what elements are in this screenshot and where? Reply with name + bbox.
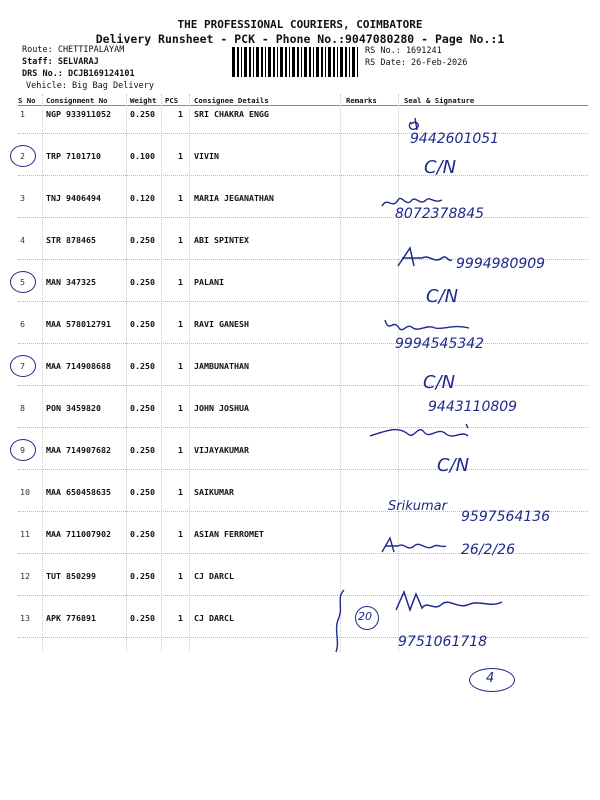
row-consignment-number: MAA 650458635 xyxy=(46,487,111,497)
handwritten-phone: 9597564136 xyxy=(461,509,551,525)
drs-label: DRS No.: DCJB169124101 xyxy=(22,69,135,79)
barcode-bar xyxy=(337,47,338,77)
row-serial-number: 6 xyxy=(20,319,25,329)
handwritten-cn: C/N xyxy=(426,286,459,307)
row-pieces: 1 xyxy=(178,361,183,371)
row-pieces: 1 xyxy=(178,487,183,497)
row-pieces: 1 xyxy=(178,151,183,161)
row-consignee: CJ DARCL xyxy=(194,571,234,581)
col-sno: S No xyxy=(18,96,36,105)
row-weight: 0.250 xyxy=(130,571,155,581)
row-separator xyxy=(18,343,588,344)
row-separator xyxy=(18,133,588,134)
signature-scribble xyxy=(380,536,450,558)
signature-scribble xyxy=(394,244,454,272)
barcode-bar xyxy=(325,47,326,77)
row-consignment-number: MAA 578012791 xyxy=(46,319,111,329)
row-separator xyxy=(18,427,588,428)
runsheet-subtitle: Delivery Runsheet - PCK - Phone No.:9047080280 - Page No.:1 xyxy=(95,32,505,46)
rs-number: RS No.: 1691241 xyxy=(365,46,442,56)
row-separator xyxy=(18,217,588,218)
barcode-bar xyxy=(345,47,347,77)
barcode-bar xyxy=(268,47,271,77)
handwritten-page-count: 4 xyxy=(486,671,495,686)
signature-scribble xyxy=(383,316,473,336)
row-weight: 0.250 xyxy=(130,109,155,119)
barcode-bar xyxy=(280,47,283,77)
barcode-bar xyxy=(289,47,290,77)
col-pcs: PCS xyxy=(165,96,179,105)
barcode-bar xyxy=(237,47,239,77)
row-weight: 0.250 xyxy=(130,319,155,329)
row-separator xyxy=(18,385,588,386)
barcode-bar xyxy=(249,47,251,77)
col-divider xyxy=(42,94,43,652)
col-consignee: Consignee Details xyxy=(194,96,269,105)
row-serial-number: 12 xyxy=(20,571,30,581)
row-consignment-number: TRP 7101710 xyxy=(46,151,101,161)
row-serial-number: 1 xyxy=(20,109,25,119)
row-consignee: VIJAYAKUMAR xyxy=(194,445,249,455)
barcode-image xyxy=(232,47,358,77)
barcode-bar xyxy=(265,47,266,77)
barcode-bar xyxy=(349,47,350,77)
vehicle-label: Vehicle: Big Bag Delivery xyxy=(26,81,154,91)
barcode-bar xyxy=(309,47,311,77)
row-separator xyxy=(18,175,588,176)
barcode-bar xyxy=(261,47,263,77)
barcode-bar xyxy=(357,47,358,77)
col-weight: Weight xyxy=(130,96,157,105)
barcode-bar xyxy=(253,47,254,77)
serial-circle-mark xyxy=(10,271,36,293)
handwritten-seal-number: 20 xyxy=(358,610,372,623)
barcode-bar xyxy=(277,47,278,77)
handwritten-cn: C/N xyxy=(423,372,456,393)
col-divider xyxy=(398,94,399,652)
row-serial-number: 13 xyxy=(20,613,30,623)
col-divider xyxy=(189,94,190,652)
row-weight: 0.120 xyxy=(130,193,155,203)
row-pieces: 1 xyxy=(178,109,183,119)
row-weight: 0.250 xyxy=(130,403,155,413)
barcode-bar xyxy=(333,47,335,77)
barcode-bar xyxy=(256,47,259,77)
row-serial-number: 7 xyxy=(20,361,25,371)
row-weight: 0.250 xyxy=(130,487,155,497)
handwritten-phone: 9443110809 xyxy=(428,399,518,415)
row-consignee: RAVI GANESH xyxy=(194,319,249,329)
barcode-bar xyxy=(292,47,295,77)
row-serial-number: 4 xyxy=(20,235,25,245)
handwritten-phone: 9994545342 xyxy=(395,336,485,352)
barcode-bar xyxy=(285,47,287,77)
row-consignee: ABI SPINTEX xyxy=(194,235,249,245)
row-consignment-number: TUT 850299 xyxy=(46,571,96,581)
route-label: Route: CHETTIPALAYAM xyxy=(22,45,125,55)
col-divider xyxy=(161,94,162,652)
barcode-bar xyxy=(328,47,331,77)
col-consignment: Consignment No xyxy=(46,96,108,105)
row-consignee: MARIA JEGANATHAN xyxy=(194,193,274,203)
company-title: THE PROFESSIONAL COURIERS, COIMBATORE xyxy=(177,18,423,31)
row-consignment-number: TNJ 9406494 xyxy=(46,193,101,203)
row-weight: 0.250 xyxy=(130,277,155,287)
row-pieces: 1 xyxy=(178,403,183,413)
row-pieces: 1 xyxy=(178,571,183,581)
row-consignee: ASIAN FERROMET xyxy=(194,529,264,539)
row-pieces: 1 xyxy=(178,319,183,329)
barcode-bar xyxy=(340,47,343,77)
row-pieces: 1 xyxy=(178,529,183,539)
row-pieces: 1 xyxy=(178,445,183,455)
row-pieces: 1 xyxy=(178,613,183,623)
barcode-bar xyxy=(273,47,275,77)
serial-circle-mark xyxy=(10,145,36,167)
barcode-bar xyxy=(244,47,247,77)
row-consignee: VIVIN xyxy=(194,151,219,161)
barcode-bar xyxy=(301,47,302,77)
barcode-bar xyxy=(304,47,307,77)
row-pieces: 1 xyxy=(178,235,183,245)
row-consignment-number: MAA 714907682 xyxy=(46,445,111,455)
row-consignment-number: MAA 711007902 xyxy=(46,529,111,539)
handwritten-name: Srikumar xyxy=(388,499,447,514)
col-remarks: Remarks xyxy=(346,96,377,105)
barcode-bar xyxy=(232,47,235,77)
row-weight: 0.100 xyxy=(130,151,155,161)
barcode-bar xyxy=(241,47,242,77)
row-pieces: 1 xyxy=(178,277,183,287)
serial-circle-mark xyxy=(10,355,36,377)
col-divider xyxy=(126,94,127,652)
handwritten-date: 26/2/26 xyxy=(461,542,515,558)
row-serial-number: 10 xyxy=(20,487,30,497)
row-serial-number: 8 xyxy=(20,403,25,413)
barcode-bar xyxy=(316,47,319,77)
col-divider xyxy=(340,94,341,652)
row-serial-number: 11 xyxy=(20,529,30,539)
row-consignee: PALANI xyxy=(194,277,224,287)
signature-scribble xyxy=(368,420,478,444)
row-consignment-number: APK 776891 xyxy=(46,613,96,623)
handwritten-phone: 9994980909 xyxy=(456,256,546,272)
col-seal-signature: Seal & Signature xyxy=(404,96,475,105)
row-separator xyxy=(18,469,588,470)
row-weight: 0.250 xyxy=(130,613,155,623)
row-consignee: CJ DARCL xyxy=(194,613,234,623)
row-weight: 0.250 xyxy=(130,445,155,455)
row-consignment-number: PON 3459820 xyxy=(46,403,101,413)
row-weight: 0.250 xyxy=(130,361,155,371)
rs-date: RS Date: 26-Feb-2026 xyxy=(365,58,468,68)
row-serial-number: 5 xyxy=(20,277,25,287)
handwritten-phone: 9751061718 xyxy=(398,634,488,650)
barcode-bar xyxy=(313,47,314,77)
row-consignee: SRI CHAKRA ENGG xyxy=(194,109,269,119)
row-weight: 0.250 xyxy=(130,235,155,245)
row-consignment-number: MAA 714908688 xyxy=(46,361,111,371)
row-consignee: SAIKUMAR xyxy=(194,487,234,497)
handwritten-phone: 9442601051 xyxy=(410,131,500,147)
row-consignment-number: NGP 933911052 xyxy=(46,109,111,119)
row-weight: 0.250 xyxy=(130,529,155,539)
serial-circle-mark xyxy=(10,439,36,461)
barcode-bar xyxy=(352,47,355,77)
row-consignee: JOHN JOSHUA xyxy=(194,403,249,413)
handwritten-phone: 8072378845 xyxy=(395,206,485,222)
row-serial-number: 3 xyxy=(20,193,25,203)
header-rule xyxy=(18,105,588,106)
row-separator xyxy=(18,301,588,302)
row-pieces: 1 xyxy=(178,193,183,203)
barcode-bar xyxy=(297,47,299,77)
row-consignee: JAMBUNATHAN xyxy=(194,361,249,371)
row-consignment-number: MAN 347325 xyxy=(46,277,96,287)
barcode-bar xyxy=(321,47,323,77)
staff-label: Staff: SELVARAJ xyxy=(22,57,99,67)
row-serial-number: 2 xyxy=(20,151,25,161)
handwritten-cn: C/N xyxy=(437,455,470,476)
row-serial-number: 9 xyxy=(20,445,25,455)
row-consignment-number: STR 878465 xyxy=(46,235,96,245)
handwritten-cn: C/N xyxy=(424,157,457,178)
